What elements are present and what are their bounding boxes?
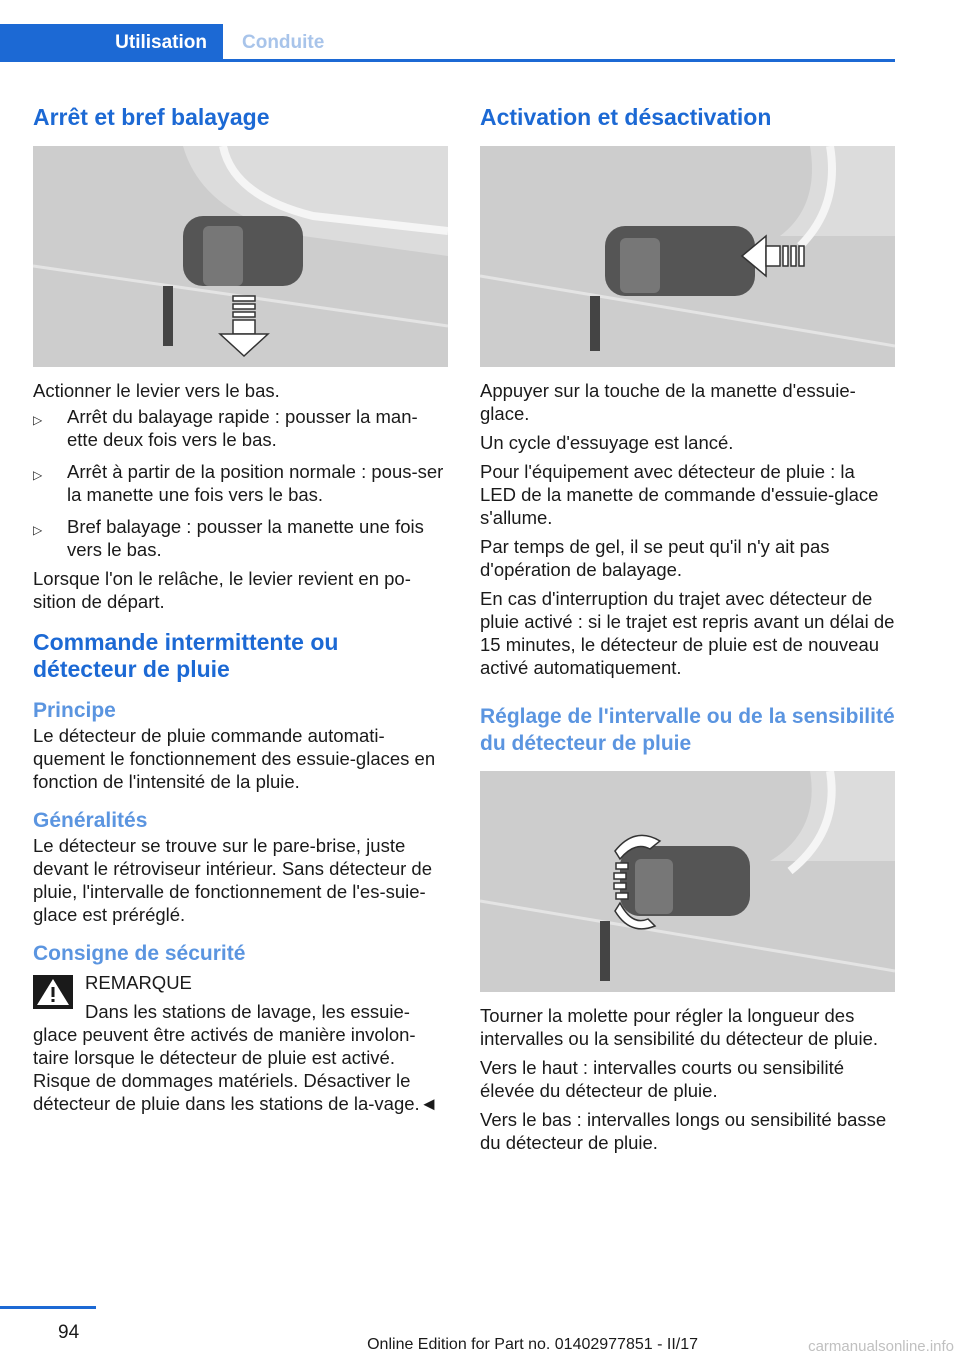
lever-press-illustration bbox=[480, 146, 895, 367]
activation-p1: Appuyer sur la touche de la manette d'essuie-glace. bbox=[480, 380, 856, 424]
lever-down-illustration bbox=[33, 146, 448, 367]
generalites-text: Le détecteur se trouve sur le pare-brise, juste devant le rétroviseur intérieur. Sans détecteur de pluie, l'intervalle de fonctionnement de l'es-suie-glace est préréglé. bbox=[33, 835, 433, 925]
tab-utilisation[interactable]: Utilisation bbox=[0, 24, 223, 62]
section-title-intermittent: Commande intermittente ou détecteur de pluie bbox=[33, 629, 339, 682]
section-title-activation: Activation et désactivation bbox=[480, 104, 772, 130]
warning-text: glace peuvent être activés de manière involon-taire lorsque le détecteur de pluie est activé. Risque de dommages matériels. Désactiver le détecteur de pluie dans les stations de la-vage.◄ bbox=[33, 1024, 439, 1114]
left-column bbox=[33, 100, 448, 1115]
intro-text: Actionner le levier vers le bas. bbox=[33, 380, 280, 401]
activation-p5: En cas d'interruption du trajet avec détecteur de pluie activé : si le trajet est repris avant un délai de 15 minutes, le détecteur de pluie est de nouveau activé automatiquement. bbox=[480, 588, 895, 678]
right-column bbox=[480, 100, 895, 1154]
reglage-q2: Vers le haut : intervalles courts ou sensibilité élevée du détecteur de pluie. bbox=[480, 1057, 845, 1101]
tab-conduite[interactable]: Conduite bbox=[242, 32, 325, 53]
subtitle-generalites: Généralités bbox=[33, 809, 148, 832]
activation-p2: Un cycle d'essuyage est lancé. bbox=[480, 432, 734, 453]
principe-text: Le détecteur de pluie commande automati-quement le fonctionnement des essuie-glaces en fonction de l'intensité de la pluie. bbox=[33, 725, 436, 792]
subtitle-consigne: Consigne de sécurité bbox=[33, 942, 246, 965]
footer-rule bbox=[0, 1306, 96, 1309]
list-item: ▷ Bref balayage : pousser la manette une fois vers le bas. bbox=[33, 516, 424, 560]
activation-p3: Pour l'équipement avec détecteur de pluie : la LED de la manette de commande d'essuie-glace s'allume. bbox=[480, 461, 879, 528]
page-number: 94 bbox=[58, 1322, 80, 1343]
header-rule bbox=[0, 59, 895, 62]
reglage-q1: Tourner la molette pour régler la longueur des intervalles ou la sensibilité du détecteur de pluie. bbox=[480, 1005, 878, 1049]
thumbwheel-illustration bbox=[480, 771, 895, 992]
subtitle-principe: Principe bbox=[33, 699, 116, 722]
figure-thumbwheel bbox=[480, 771, 895, 992]
warning-block bbox=[33, 971, 448, 1115]
list-item: ▷ Arrêt à partir de la position normale : pous-ser la manette une fois vers le bas. bbox=[33, 461, 444, 505]
triangle-bullet-icon: ▷ bbox=[33, 468, 43, 482]
list-item: ▷ Arrêt du balayage rapide : pousser la man-ette deux fois vers le bas. bbox=[33, 406, 418, 450]
reglage-q3: Vers le bas : intervalles longs ou sensibilité basse du détecteur de pluie. bbox=[480, 1109, 887, 1153]
figure-lever-down bbox=[33, 146, 448, 367]
warning-label: REMARQUE bbox=[85, 972, 192, 993]
section-title-arret: Arrêt et bref balayage bbox=[33, 104, 270, 130]
warning-icon bbox=[33, 975, 73, 1009]
steps-list bbox=[33, 405, 448, 561]
activation-p4: Par temps de gel, il se peut qu'il n'y ait pas d'opération de balayage. bbox=[480, 536, 830, 580]
warning-text-first-line: Dans les stations de lavage, les essuie- bbox=[85, 1001, 410, 1022]
triangle-bullet-icon: ▷ bbox=[33, 413, 43, 427]
section-title-reglage: Réglage de l'intervalle ou de la sensibilité du détecteur de pluie bbox=[480, 705, 895, 755]
online-edition-text: Online Edition for Part no. 01402977851 - II/17 bbox=[367, 1336, 698, 1353]
figure-lever-press bbox=[480, 146, 895, 367]
release-text: Lorsque l'on le relâche, le levier revient en po-sition de départ. bbox=[33, 568, 411, 612]
header-tabbar bbox=[0, 24, 895, 62]
triangle-bullet-icon: ▷ bbox=[33, 523, 43, 537]
watermark: carmanualsonline.info bbox=[808, 1338, 954, 1355]
